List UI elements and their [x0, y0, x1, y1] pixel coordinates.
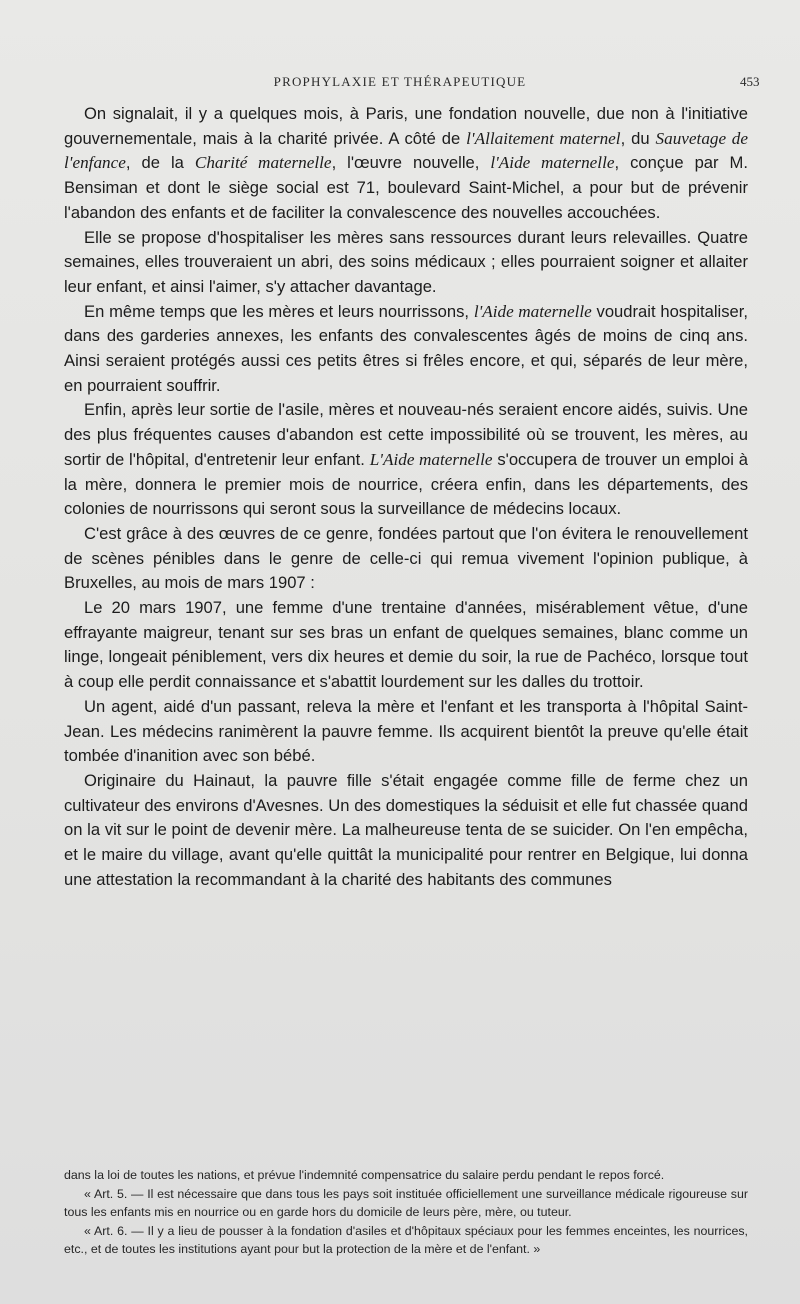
footnotes	[64, 1166, 748, 1259]
text-run: , l'œuvre nouvelle,	[331, 153, 491, 173]
paragraph-7: Un agent, aidé d'un passant, releva la mère et l'enfant et les transporta à l'hôpital Saint-Jean. Les médecins ranimèrent la pauvre femme. Ils acquirent bientôt la preuve qu'elle était tombée d'inanition avec son bébé.	[64, 696, 748, 766]
footnote-3: « Art. 6. — Il y a lieu de pousser à la fondation d'asiles et d'hôpitaux spéciaux pour les femmes enceintes, les nourrices, etc., et de toutes les institutions ayant pour but la protection de la mère et de l'enfant. »	[64, 1223, 748, 1257]
page-number: 453	[740, 74, 760, 89]
text-run: voudrait hospitaliser, dans des garderies annexes, les enfants des convalescentes âgés de moins de cinq ans. Ainsi seraient protégés aussi ces petits êtres si frêles encore, et qui, séparés de leur mère, en pourraient souffrir.	[64, 301, 748, 395]
text-run: Enfin, après leur sortie de l'asile, mères et nouveau-nés seraient encore aidés, suivis. Une des plus fréquentes causes d'abandon est cette impossibilité où se trouvent, les mères, au sortir de l'hôpital, d'entretenir leur enfant.	[64, 400, 748, 469]
italic-title: Charité maternelle	[194, 153, 332, 173]
paragraph-6: Le 20 mars 1907, une femme d'une trentaine d'années, misérablement vêtue, d'une effrayante maigreur, tenant sur ses bras un enfant de quelques semaines, blanc comme un linge, longeait péniblement, vers dix heures et demie du soir, la rue de Pachéco, lorsque tout à coup elle perdit connaissance et s'abattit lourdement sur les dalles du trottoir.	[64, 598, 748, 692]
paragraph-1	[64, 102, 748, 226]
paragraph-2: Elle se propose d'hospitaliser les mères sans ressources durant leurs relevailles. Quatre semaines, elles trouveraient un abri, des soins médicaux ; elles pourraient soigner et allaiter leur enfant, et ainsi l'aimer, s'y attacher davantage.	[64, 227, 748, 296]
italic-title: l'Allaitement maternel	[466, 128, 621, 148]
text-run: s'occupera de trouver un emploi à la mère, donnera le premier mois de nourrice, créera enfin, dans les départements, des colonies de nourrissons qui seront sous la surveillance de médecins locaux.	[64, 449, 749, 519]
italic-title: Sauvetage de l'enfance	[64, 128, 748, 173]
italic-title: l'Aide maternelle	[490, 153, 615, 173]
paragraph-8: Originaire du Hainaut, la pauvre fille s'était engagée comme fille de ferme chez un cultivateur des environs d'Avesnes. Un des domestiques la séduisit et elle fut chassée quand on la vit sur le point de devenir mère. La malheureuse tenta de se suicider. On l'en empêcha, et le maire du village, avant qu'elle quittât la municipalité pour rentrer en Belgique, lui donna une attestation la recommandant à la charité des habitants des communes	[64, 770, 748, 889]
text-run: , du	[620, 128, 656, 148]
text-run: En même temps que les mères et leurs nourrissons,	[84, 301, 474, 321]
text-run: , de la	[125, 153, 195, 173]
footnote-1: dans la loi de toutes les nations, et prévue l'indemnité compensatrice du salaire perdu pendant le repos forcé.	[64, 1168, 665, 1182]
paragraph-4	[64, 398, 748, 522]
main-text	[64, 102, 748, 893]
running-header: PROPHYLAXIE ET THÉRAPEUTIQUE	[273, 74, 527, 89]
paragraph-3	[64, 300, 748, 399]
text-run: On signalait, il y a quelques mois, à Paris, une fondation nouvelle, due non à l'initiative gouvernementale, mais à la charité privée. A côté de	[64, 104, 748, 148]
italic-title: l'Aide maternelle	[473, 301, 592, 321]
footnote-2: « Art. 5. — Il est nécessaire que dans tous les pays soit instituée officiellement une surveillance médicale rigoureuse sur tous les enfants mis en nourrice ou en garde hors du domicile de leurs père, mère, ou tuteur.	[64, 1186, 748, 1220]
italic-title: L'Aide maternelle	[369, 449, 493, 469]
text-run: , conçue par M. Bensiman et dont le siège social est 71, boulevard Saint-Michel, a pour but de prévenir l'abandon des enfants et de faciliter la convalescence des nouvelles accouchées.	[64, 153, 748, 222]
paragraph-5: C'est grâce à des œuvres de ce genre, fondées partout que l'on évitera le renouvellement de scènes pénibles dans le genre de celle-ci qui remua vivement l'opinion publique, à Bruxelles, au mois de mars 1907 :	[64, 523, 748, 593]
